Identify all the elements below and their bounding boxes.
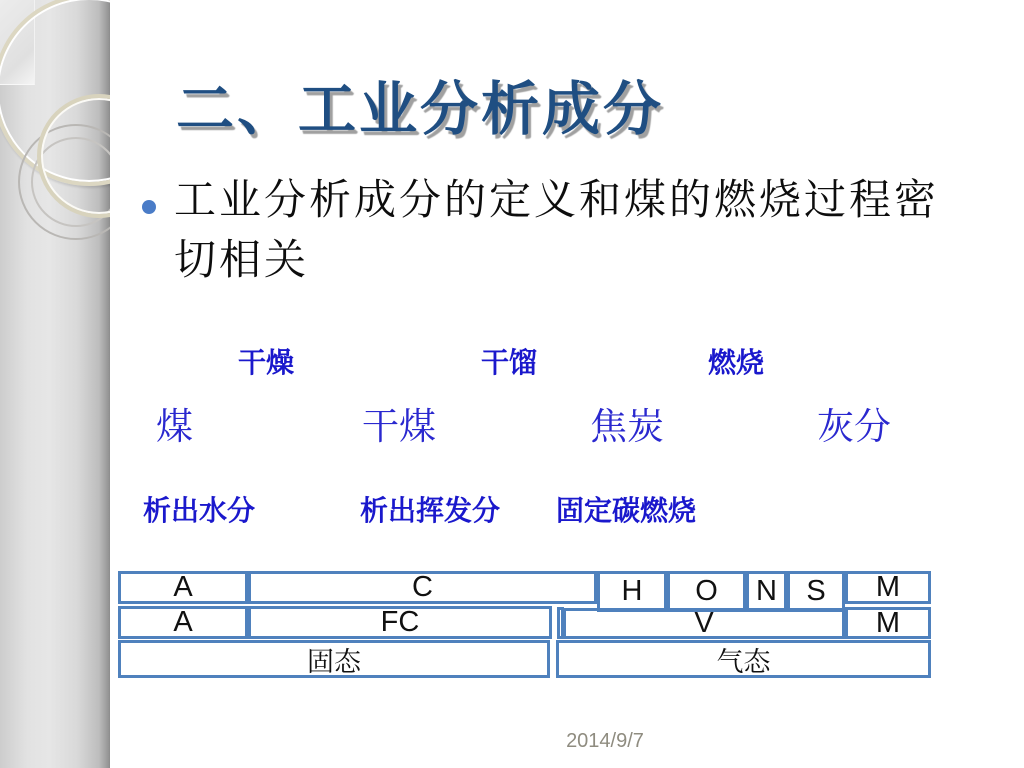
substance-coal: 煤 <box>156 405 193 448</box>
release-label-fixed-carbon: 固定碳燃烧 <box>556 494 697 527</box>
table-cell-v: V <box>563 608 845 639</box>
substance-dry-coal: 干煤 <box>362 405 436 448</box>
table-cell-gas-phase: 气态 <box>556 640 931 678</box>
decorative-sidebar <box>0 0 110 768</box>
table-cell-solid-phase: 固态 <box>118 640 550 678</box>
composition-table <box>118 571 931 679</box>
bullet-text: 工业分析成分的定义和煤的燃烧过程密切相关 <box>174 176 940 283</box>
table-cell-n: N <box>746 571 787 612</box>
table-cell-m-bottom: M <box>845 607 931 639</box>
table-cell-o: O <box>667 571 746 612</box>
release-label-moisture: 析出水分 <box>143 494 256 527</box>
stage-label-combustion: 燃烧 <box>708 346 765 379</box>
table-cell-m-top: M <box>845 571 931 604</box>
substance-coke: 焦炭 <box>590 405 664 448</box>
table-spacer-cell <box>557 607 564 639</box>
slide-date: 2014/9/7 <box>566 730 644 752</box>
table-cell-s: S <box>787 571 845 612</box>
table-cell-a-bottom: A <box>118 606 248 639</box>
bullet-dot-icon <box>142 200 156 214</box>
stage-label-carbonization: 干馏 <box>481 346 538 379</box>
stage-label-drying: 干燥 <box>238 346 295 379</box>
table-cell-fc: FC <box>248 606 552 639</box>
table-cell-c: C <box>248 571 597 604</box>
substance-ash: 灰分 <box>817 405 891 448</box>
release-label-volatiles: 析出挥发分 <box>360 494 501 527</box>
table-cell-a-top: A <box>118 571 248 604</box>
slide-title: 二、工业分析成分 <box>176 77 665 142</box>
table-cell-h: H <box>597 571 667 612</box>
